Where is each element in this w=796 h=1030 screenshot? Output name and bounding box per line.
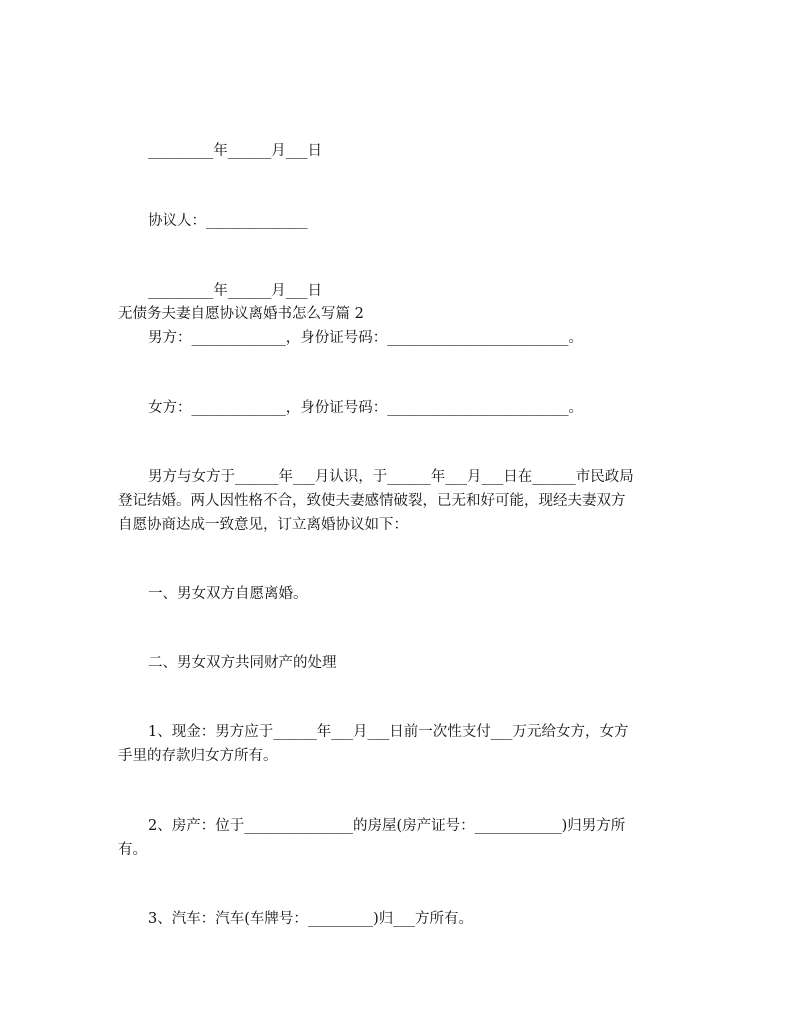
male-party-line: 男方：_____________，身份证号码：_________________________。: [148, 330, 583, 346]
clause-2: 二、男女双方共同财产的处理: [148, 655, 337, 671]
car-clause-line: 3、汽车：汽车(车牌号：_________)归___方所有。: [148, 911, 474, 927]
house-clause-line-2: 有。: [118, 842, 147, 858]
intro-paragraph-line-3: 自愿协商达成一致意见，订立离婚协议如下：: [118, 517, 408, 533]
date-line-1: _________年______月___日: [148, 143, 322, 159]
clause-1: 一、男女双方自愿离婚。: [148, 586, 308, 602]
female-party-line: 女方：_____________，身份证号码：_________________________。: [148, 400, 583, 416]
house-clause-line-1: 2、房产：位于_______________的房屋(房产证号：____________)归男方所: [148, 818, 626, 834]
cash-clause-line-1: 1、现金：男方应于______年___月___日前一次性支付___万元给女方，女方: [148, 724, 629, 740]
date-line-2: _________年______月___日: [148, 283, 322, 299]
intro-paragraph-line-2: 登记结婚。两人因性格不合，致使夫妻感情破裂，已无和好可能，现经夫妻双方: [118, 493, 626, 509]
signer-line: 协议人：______________: [148, 213, 308, 229]
section-title: 无债务夫妻自愿协议离婚书怎么写篇 2: [118, 306, 364, 322]
intro-paragraph-line-1: 男方与女方于______年___月认识，于______年___月___日在______市民政局: [148, 469, 634, 485]
cash-clause-line-2: 手里的存款归女方所有。: [118, 748, 278, 764]
